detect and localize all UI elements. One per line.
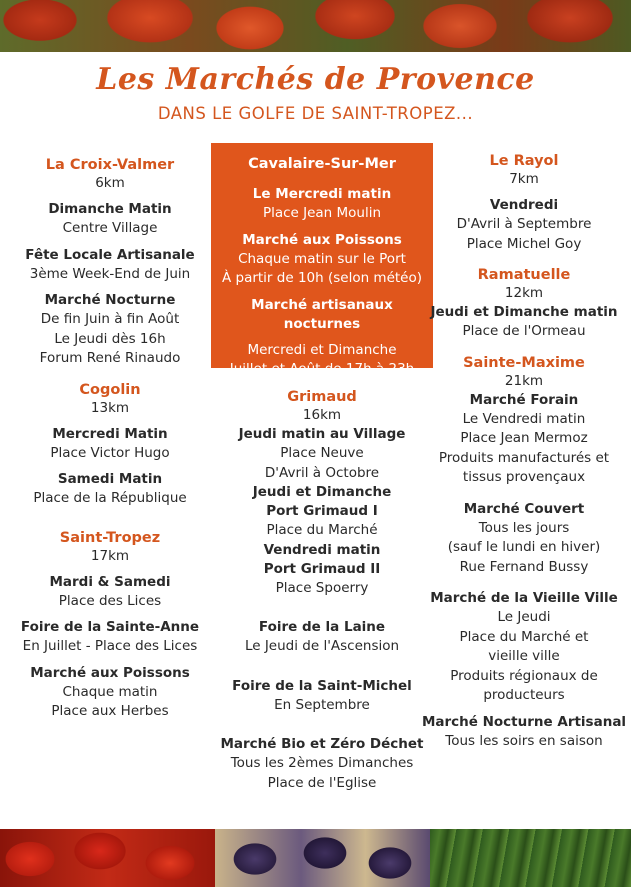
market-detail: Place Spoerry — [275, 579, 369, 596]
town-block-ramatuelle — [418, 266, 630, 342]
market-detail: À partir de 10h (selon météo) — [221, 270, 423, 286]
town-block-le-rayol — [418, 152, 630, 254]
market-title: Marché aux Poissons — [242, 231, 402, 248]
town-name: Cogolin — [79, 381, 141, 398]
zucchini-image — [430, 829, 631, 887]
market-title: Jeudi matin au Village — [238, 426, 406, 442]
market-detail: Place Neuve — [280, 445, 364, 461]
market-detail: producteurs — [483, 687, 565, 703]
town-distance: 21km — [504, 372, 544, 389]
market-detail: Tous les jours — [478, 519, 570, 536]
market-detail: Place Victor Hugo — [50, 444, 170, 461]
market-title: Foire de la Sainte-Anne — [20, 619, 200, 635]
market-title: Marché Forain — [469, 391, 579, 408]
market-detail: En Septembre — [274, 696, 370, 713]
market-title: Port Grimaud II — [263, 560, 381, 577]
town-name: Le Rayol — [489, 153, 559, 169]
market-title: Marché Bio et Zéro Déchet — [220, 736, 424, 752]
market-detail: Rue Fernand Bussy — [459, 558, 589, 575]
market-detail: Place Jean Moulin — [262, 205, 382, 221]
market-title: Jeudi et Dimanche matin — [430, 304, 618, 320]
market-detail: Le Jeudi de l'Ascension — [244, 638, 400, 654]
town-name: Ramatuelle — [477, 267, 571, 283]
market-detail: D'Avril à Octobre — [264, 464, 380, 481]
market-title: Vendredi matin — [263, 541, 381, 558]
market-detail: Produits manufacturés et — [438, 449, 610, 466]
market-title: Le Mercredi matin — [252, 186, 392, 202]
right-column — [418, 152, 630, 751]
market-detail: De fin Juin à fin Août — [40, 311, 180, 327]
market-detail: Centre Village — [62, 220, 158, 236]
market-detail: Tous les soirs en saison — [445, 732, 603, 749]
town-name: La Croix-Valmer — [45, 157, 175, 173]
town-distance: 16km — [302, 407, 342, 423]
market-title: Fête Locale Artisanale — [25, 246, 195, 263]
page-title: Les Marchés de Provence — [96, 62, 535, 97]
market-detail: Place Jean Mermoz — [460, 430, 588, 446]
market-title: Foire de la Laine — [258, 619, 386, 635]
town-block-saint-tropez — [10, 529, 210, 722]
market-detail: 3ème Week-End de Juin — [29, 265, 191, 282]
market-detail: tissus provençaux — [462, 469, 586, 485]
market-detail: Place de l'Eglise — [267, 774, 377, 791]
market-title: Samedi Matin — [57, 471, 163, 487]
market-title: Marché Nocturne — [44, 292, 176, 308]
market-title: nocturnes — [283, 315, 361, 332]
page-subtitle: DANS LE GOLFE DE SAINT-TROPEZ... — [157, 104, 474, 123]
market-detail: Juillet et Août de 17h à 23h — [229, 361, 415, 377]
market-title: Mercredi Matin — [52, 425, 168, 442]
market-detail: (sauf le lundi en hiver) — [447, 539, 601, 555]
town-block-cavalaire — [211, 143, 433, 377]
market-detail: Place du Marché — [266, 522, 378, 538]
market-detail: Place de la République — [33, 490, 187, 506]
market-detail: vieille ville — [488, 648, 560, 664]
town-name: Sainte-Maxime — [463, 354, 585, 371]
town-name: Cavalaire-Sur-Mer — [248, 156, 396, 172]
market-title: Port Grimaud I — [266, 503, 378, 519]
town-name: Saint-Tropez — [59, 529, 161, 546]
market-title: Jeudi et Dimanche — [252, 484, 392, 500]
eggplants-image — [215, 829, 430, 887]
market-detail: Place du Marché et — [459, 628, 589, 645]
market-detail: En Juillet - Place des Lices — [22, 638, 198, 654]
red-peppers-image — [0, 829, 215, 887]
market-detail: Chaque matin sur le Port — [238, 250, 406, 267]
market-detail: D'Avril à Septembre — [456, 216, 592, 232]
market-title: Marché aux Poissons — [30, 664, 190, 681]
market-title: Marché de la Vieille Ville — [430, 590, 618, 606]
market-detail: Produits régionaux de — [450, 667, 598, 684]
town-block-croix-valmer — [10, 156, 210, 369]
vegetables-banner — [0, 829, 631, 887]
market-detail: Place aux Herbes — [51, 703, 169, 719]
market-title: Foire de la Saint-Michel — [232, 677, 412, 694]
market-detail: Place des Lices — [58, 592, 162, 609]
town-distance: 7km — [509, 171, 539, 187]
market-detail: Place de l'Ormeau — [462, 323, 586, 339]
market-title: Dimanche Matin — [48, 201, 172, 217]
market-detail: Chaque matin — [62, 683, 158, 700]
market-title: Marché Couvert — [463, 500, 585, 517]
town-block-sainte-maxime — [418, 354, 630, 752]
market-title: Mardi & Samedi — [49, 573, 171, 590]
middle-column — [211, 143, 433, 793]
market-detail: Mercredi et Dimanche — [247, 341, 397, 358]
tomatoes-banner — [0, 0, 631, 52]
market-detail: Le Vendredi matin — [462, 410, 586, 427]
town-distance: 13km — [90, 399, 130, 416]
market-detail: Forum René Rinaudo — [39, 350, 181, 366]
town-distance: 12km — [504, 285, 544, 301]
market-title: Marché Nocturne Artisanal — [421, 713, 627, 730]
left-column — [10, 156, 210, 722]
market-title: Marché artisanaux — [251, 296, 393, 313]
market-detail: Le Jeudi dès 16h — [54, 330, 166, 347]
town-block-grimaud — [211, 388, 433, 793]
market-title: Vendredi — [489, 197, 559, 213]
market-detail: Le Jeudi — [497, 609, 551, 625]
town-block-cogolin — [10, 381, 210, 509]
town-distance: 17km — [90, 547, 130, 564]
town-name: Grimaud — [287, 389, 357, 405]
market-detail: Place Michel Goy — [466, 235, 582, 252]
market-detail: Tous les 2èmes Dimanches — [230, 755, 414, 771]
town-distance: 6km — [95, 175, 125, 191]
